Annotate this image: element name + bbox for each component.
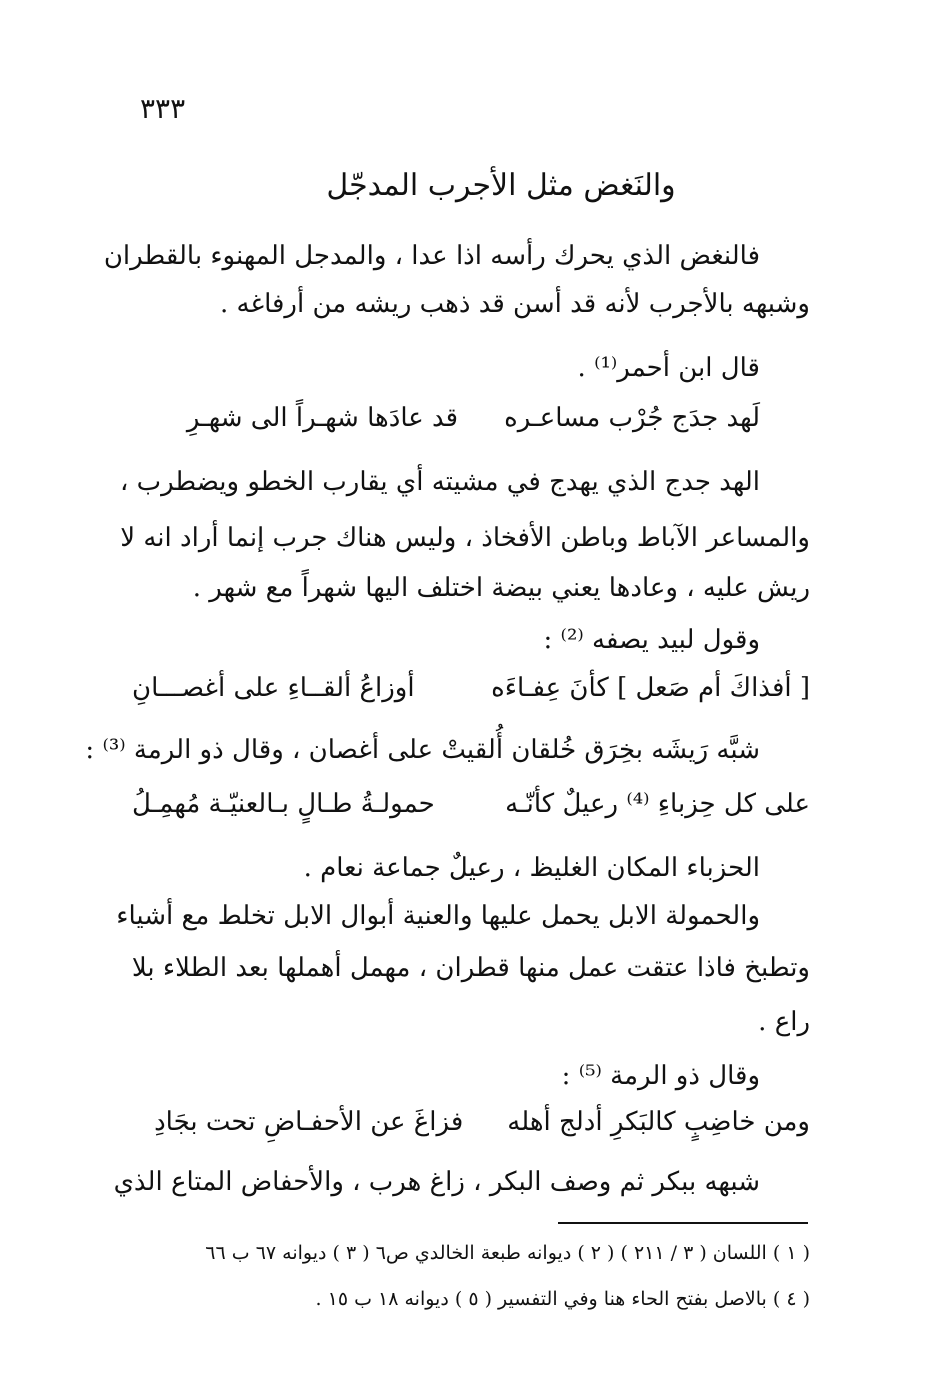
verse-line <box>132 398 810 438</box>
text-line: الهد جدج الذي يهدج في مشيته أي يقارب الخطو ويضطرب ، <box>119 467 760 497</box>
text-line: وشبهه بالأجرب لأنه قد أسن قد ذهب ريشه من أرفاغه . <box>220 289 810 319</box>
page-number: ٣٣٣ <box>140 92 186 125</box>
text-line: فالنغض الذي يحرك رأسه اذا عدا ، والمدجل المهنوء بالقطران <box>103 241 760 271</box>
verse-hemistich-first: [ أفذاكَ أم صَعل ] كأنَ عِفـاءَه <box>491 673 810 703</box>
verse-hemistich-first: لَهد جدَج جُرْب مساعـره <box>504 403 760 433</box>
text-line: وقول لبيد يصفه ⁽²⁾ : <box>543 625 760 655</box>
text-line: وقال ذو الرمة ⁽⁵⁾ : <box>561 1061 760 1091</box>
verse-hemistich-second: فزاغَ عن الأحفـاضِ تحت بجَادِ <box>154 1107 464 1137</box>
text-line: والحمولة الابل يحمل عليها والعنية أبوال الابل تخلط مع أشياء <box>116 901 760 931</box>
verse-heading: والنَغض مثل الأجرب المدجّل <box>326 168 676 203</box>
verse-hemistich-first: على كل حِزباءِ ⁽⁴⁾ رعيلٌ كأنّـه <box>505 789 810 819</box>
text-line: شبَّه رَيشَه بخِرَق خُلقان أُلقيتْ على أغصان ، وقال ذو الرمة ⁽³⁾ : <box>85 735 760 765</box>
text-line: شبهه ببكر ثم وصف البكر ، زاغ هرب ، والأحفاض المتاع الذي <box>113 1167 760 1197</box>
text-line: ريش عليه ، وعادها يعني بيضة اختلف اليها شهراً مع شهر . <box>192 573 810 603</box>
verse-line <box>132 1102 810 1142</box>
footnote-divider <box>558 1222 808 1224</box>
footnote-line: ( ٤ ) بالاصل بفتح الحاء هنا وفي التفسير ( ٥ ) ديوانه ١٨ ب ١٥ . <box>315 1288 810 1310</box>
text-line: قال ابن أحمر⁽¹⁾ . <box>577 353 760 383</box>
text-line: والمساعر الآباط وباطن الأفخاذ ، وليس هناك جرب إنما أراد انه لا <box>120 523 810 553</box>
text-line: راع . <box>758 1007 810 1037</box>
text-line: وتطبخ فاذا عتقت عمل منها قطران ، مهمل أهملها بعد الطلاء بلا <box>131 953 810 983</box>
verse-hemistich-second: قد عادَها شهـراً الى شهـرِ <box>186 403 459 433</box>
verse-hemistich-second: أوزاعُ ألقــاءِ على أغصـــانِ <box>132 673 415 703</box>
verse-line <box>132 668 810 708</box>
verse-line <box>132 784 810 824</box>
verse-hemistich-first: ومن خاضِبٍ كالبَكرِ أدلج أهله <box>507 1107 810 1137</box>
text-line: الحزباء المكان الغليظ ، رعيلٌ جماعة نعام . <box>303 853 760 883</box>
verse-hemistich-second: حمولـةُ طـالٍ بـالعنيّـة مُهمِـلُ <box>132 789 435 819</box>
footnote-line: ( ١ ) اللسان ( ٣ / ٢١١ ) ( ٢ ) ديوانه طبعة الخالدي ص٦ ( ٣ ) ديوانه ٦٧ ب ٦٦ <box>205 1242 810 1264</box>
